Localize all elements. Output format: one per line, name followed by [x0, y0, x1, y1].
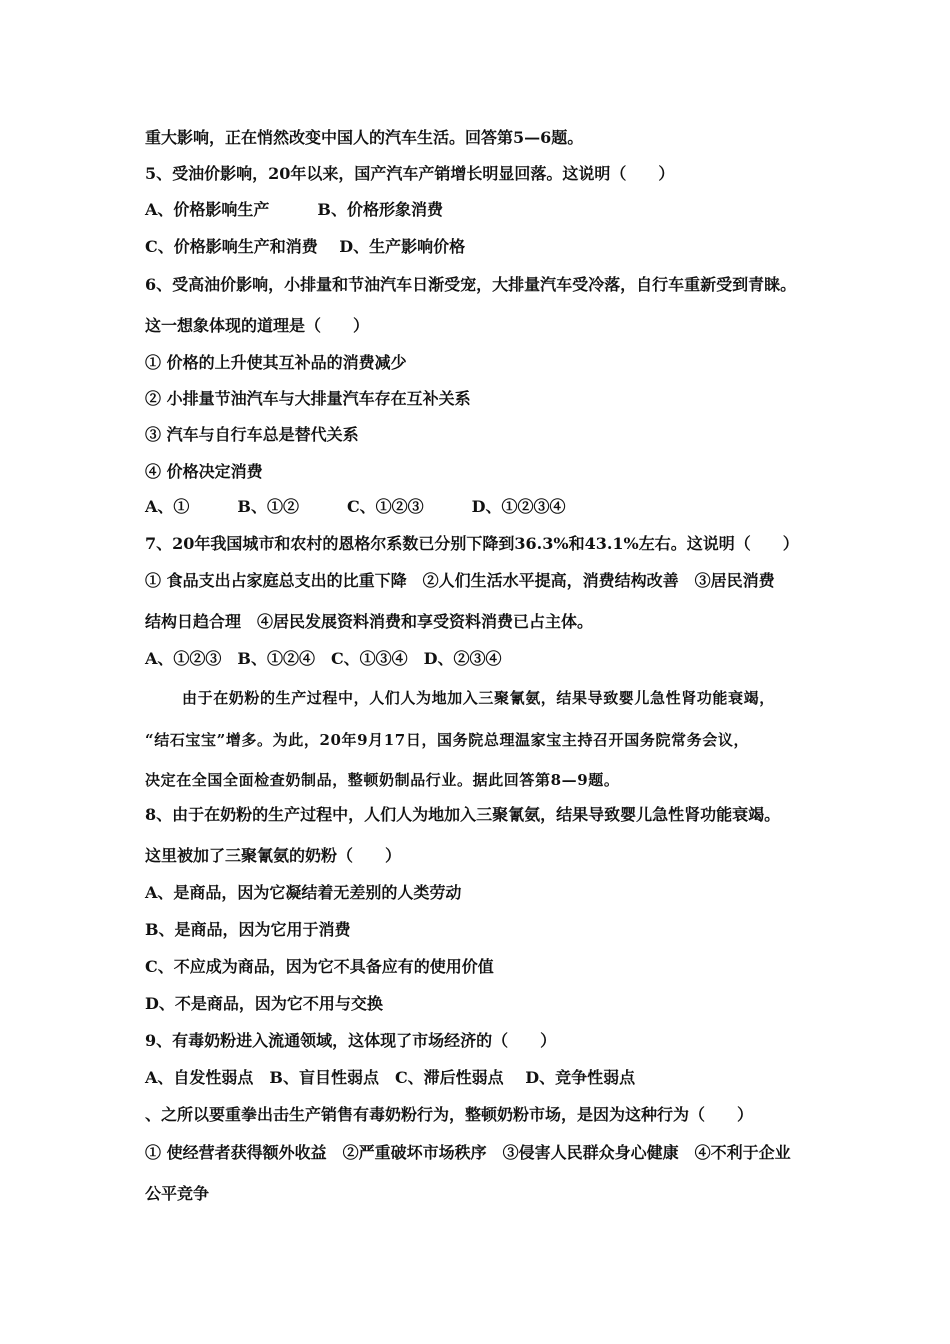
question-9-options: A、自发性弱点 B、盲目性弱点 C、滞后性弱点 D、竞争性弱点 [145, 1068, 636, 1087]
question-7-options: A、①②③ B、①②④ C、①③④ D、②③④ [145, 649, 502, 668]
question-5: 5、受油价影响，20年以来，国产汽车产销增长明显回落。这说明（ ） [145, 164, 675, 183]
question-8-continued: 这里被加了三聚氰氨的奶粉（ ） [145, 846, 402, 865]
statement-4: ④ 价格决定消费 [145, 462, 263, 481]
question-8-option-d: D、不是商品，因为它不用与交换 [145, 994, 383, 1013]
question-7-statements: ① 食品支出占家庭总支出的比重下降 ②人们生活水平提高，消费结构改善 ③居民消费 [145, 571, 775, 590]
question-9: 9、有毒奶粉进入流通领域，这体现了市场经济的（ ） [145, 1031, 557, 1050]
question-7: 7、20年我国城市和农村的恩格尔系数已分别下降到36.3%和43.1%左右。这说明（ ） [145, 534, 799, 553]
statement-2: ② 小排量节油汽车与大排量汽车存在互补关系 [145, 389, 471, 408]
question-5-options-ab: A、价格影响生产 B、价格形象消费 [145, 200, 443, 219]
question-6-options: A、① B、①② C、①②③ D、①②③④ [145, 497, 566, 516]
text-line: 重大影响，正在悄然改变中国人的汽车生活。回答第5—6题。 [145, 128, 584, 147]
question-10: 、之所以要重拳出击生产销售有毒奶粉行为，整顿奶粉市场，是因为这种行为（ ） [145, 1105, 754, 1124]
question-6: 6、受高油价影响，小排量和节油汽车日渐受宠，大排量汽车受冷落，自行车重新受到青睐。 [145, 275, 797, 294]
question-8-option-a: A、是商品，因为它凝结着无差别的人类劳动 [145, 883, 462, 902]
question-6-continued: 这一想象体现的道理是（ ） [145, 316, 370, 335]
passage-line-3: 决定在全国全面检查奶制品，整顿奶制品行业。据此回答第8—9题。 [145, 771, 620, 789]
question-10-statements-continued: 公平竞争 [145, 1184, 210, 1203]
statement-1: ① 价格的上升使其互补品的消费减少 [145, 353, 407, 372]
statement-3: ③ 汽车与自行车总是替代关系 [145, 425, 359, 444]
passage-line-1: 由于在奶粉的生产过程中，人们人为地加入三聚氰氨，结果导致婴儿急性肾功能衰竭， [182, 689, 775, 707]
question-8-option-b: B、是商品，因为它用于消费 [145, 920, 351, 939]
question-10-statements: ① 使经营者获得额外收益 ②严重破坏市场秩序 ③侵害人民群众身心健康 ④不利于企业 [145, 1143, 791, 1162]
question-5-options-cd: C、价格影响生产和消费 D、生产影响价格 [145, 237, 466, 256]
question-8-option-c: C、不应成为商品，因为它不具备应有的使用价值 [145, 957, 494, 976]
question-7-statements-continued: 结构日趋合理 ④居民发展资料消费和享受资料消费已占主体。 [145, 612, 594, 631]
question-8: 8、由于在奶粉的生产过程中，人们人为地加入三聚氰氨，结果导致婴儿急性肾功能衰竭。 [145, 805, 781, 824]
passage-line-2: “结石宝宝”增多。为此，20年9月17日，国务院总理温家宝主持召开国务院常务会议， [145, 731, 750, 749]
